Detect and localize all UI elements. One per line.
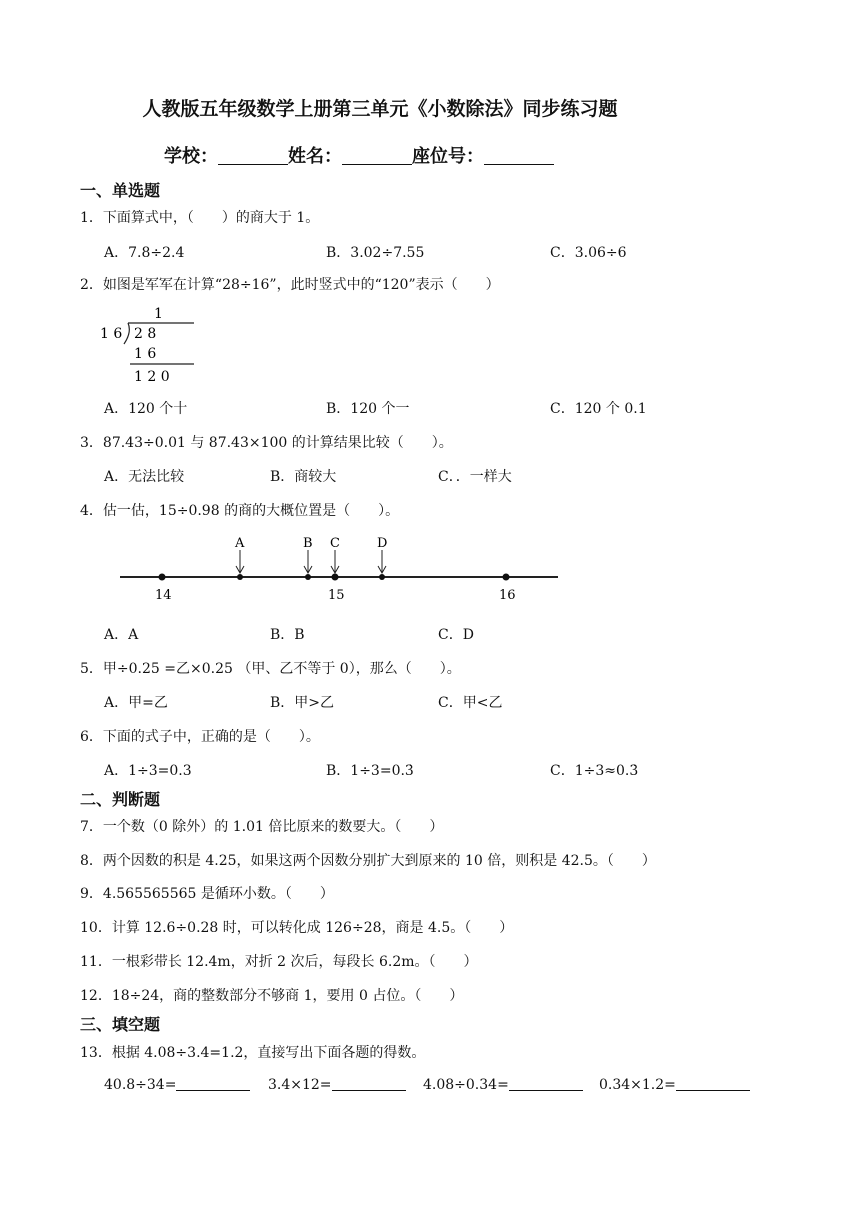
marker-label-a: A	[235, 536, 245, 551]
q2-option-c[interactable]: C．120 个 0.1	[550, 401, 647, 417]
q13-item-4-blank[interactable]	[676, 1076, 750, 1091]
question-12: 12．18÷24，商的整数部分不够商 1，要用 0 占位。（ ）	[80, 988, 464, 1004]
question-4: 4．估一估，15÷0.98 的商的大概位置是（ ）。	[80, 503, 400, 519]
q13-item-1	[104, 1076, 250, 1093]
q5-option-c[interactable]: C．甲<乙	[438, 695, 503, 711]
q5-option-b[interactable]: B．甲>乙	[270, 695, 335, 711]
point-c-dot	[332, 574, 338, 580]
question-8: 8．两个因数的积是 4.25，如果这两个因数分别扩大到原来的 10 倍，则积是 42.5。（ ）	[80, 853, 656, 869]
q6-option-b[interactable]: B．1÷3=0.3̇	[326, 763, 414, 779]
division-bracket	[124, 323, 129, 344]
section-heading-single-choice: 一、单选题	[80, 181, 161, 200]
section-heading-fill-in: 三、填空题	[80, 1015, 161, 1034]
q13-item-4	[599, 1076, 750, 1093]
student-info-line	[164, 142, 554, 168]
long-division-figure	[98, 302, 198, 386]
tick-label-16: 16	[499, 588, 516, 603]
q13-item-1-expression: 40.8÷34=	[104, 1077, 177, 1093]
question-7: 7．一个数（0 除外）的 1.01 倍比原来的数要大。（ ）	[80, 819, 444, 835]
tick-dot-14	[159, 574, 166, 581]
name-label: 姓名：	[288, 146, 342, 167]
section-heading-true-false: 二、判断题	[80, 790, 161, 809]
question-13: 13．根据 4.08÷3.4=1.2，直接写出下面各题的得数。	[80, 1045, 426, 1061]
school-blank[interactable]	[218, 146, 288, 165]
division-remainder: 1 2 0	[134, 369, 170, 385]
point-b-dot	[305, 574, 311, 580]
question-11: 11．一根彩带长 12.4m，对折 2 次后，每段长 6.2m。（ ）	[80, 954, 478, 970]
tick-dot-16	[503, 574, 510, 581]
q6-option-a[interactable]: A．1÷3=0.3	[104, 763, 192, 779]
q13-item-2-expression: 3.4×12=	[268, 1077, 332, 1093]
tick-label-14: 14	[155, 588, 172, 603]
q13-item-3-blank[interactable]	[509, 1076, 583, 1091]
q4-option-a[interactable]: A．A	[104, 627, 139, 643]
number-line-figure	[118, 532, 562, 604]
marker-label-c: C	[330, 536, 340, 551]
question-3: 3．87.43÷0.01 与 87.43×100 的计算结果比较（ ）。	[80, 435, 453, 451]
q13-item-1-blank[interactable]	[176, 1076, 250, 1091]
question-6: 6．下面的式子中，正确的是（ ）。	[80, 729, 320, 745]
q4-option-c[interactable]: C．D	[438, 627, 474, 643]
q13-item-2	[268, 1076, 406, 1093]
q1-option-c[interactable]: C．3.06÷6	[550, 245, 627, 261]
school-label: 学校：	[164, 146, 218, 167]
point-d-dot	[379, 574, 385, 580]
question-9: 9．4.565565565 是循环小数。（ ）	[80, 886, 334, 902]
q3-option-c[interactable]: C．．一样大	[438, 469, 512, 485]
q6-option-c[interactable]: C．1÷3≈0.3̇	[550, 763, 639, 779]
division-dividend: 2 8	[134, 326, 157, 342]
q1-option-b[interactable]: B．3.02÷7.55	[326, 245, 425, 261]
marker-label-b: B	[303, 536, 313, 551]
name-blank[interactable]	[342, 146, 412, 165]
page-title: 人教版五年级数学上册第三单元《小数除法》同步练习题	[142, 98, 618, 120]
question-2: 2．如图是军军在计算“28÷16”，此时竖式中的“120”表示（ ）	[80, 277, 500, 293]
point-a-dot	[237, 574, 243, 580]
q13-item-2-blank[interactable]	[332, 1076, 406, 1091]
seat-label: 座位号：	[412, 146, 484, 167]
q5-option-a[interactable]: A．甲=乙	[104, 695, 168, 711]
division-quotient: 1	[154, 306, 163, 322]
q13-item-3-expression: 4.08÷0.34=	[423, 1077, 509, 1093]
q13-item-4-expression: 0.34×1.2=	[599, 1077, 676, 1093]
q1-option-a[interactable]: A．7.8÷2.4	[104, 245, 185, 261]
q13-item-3	[423, 1076, 583, 1093]
q2-option-a[interactable]: A．120 个十	[104, 401, 188, 417]
seat-blank[interactable]	[484, 146, 554, 165]
question-1: 1．下面算式中，（ ）的商大于 1。	[80, 210, 320, 226]
q4-option-b[interactable]: B．B	[270, 627, 305, 643]
question-5: 5．甲÷0.25 =乙×0.25 （甲、乙不等于 0），那么（ ）。	[80, 661, 461, 677]
division-product: 1 6	[134, 346, 157, 362]
q3-option-b[interactable]: B．商较大	[270, 469, 337, 485]
question-10: 10．计算 12.6÷0.28 时，可以转化成 126÷28，商是 4.5。（ ）	[80, 920, 514, 936]
q3-option-a[interactable]: A．无法比较	[104, 469, 185, 485]
q2-option-b[interactable]: B．120 个一	[326, 401, 410, 417]
tick-label-15: 15	[328, 588, 345, 603]
division-divisor: 1 6	[100, 326, 123, 342]
marker-label-d: D	[377, 536, 388, 551]
